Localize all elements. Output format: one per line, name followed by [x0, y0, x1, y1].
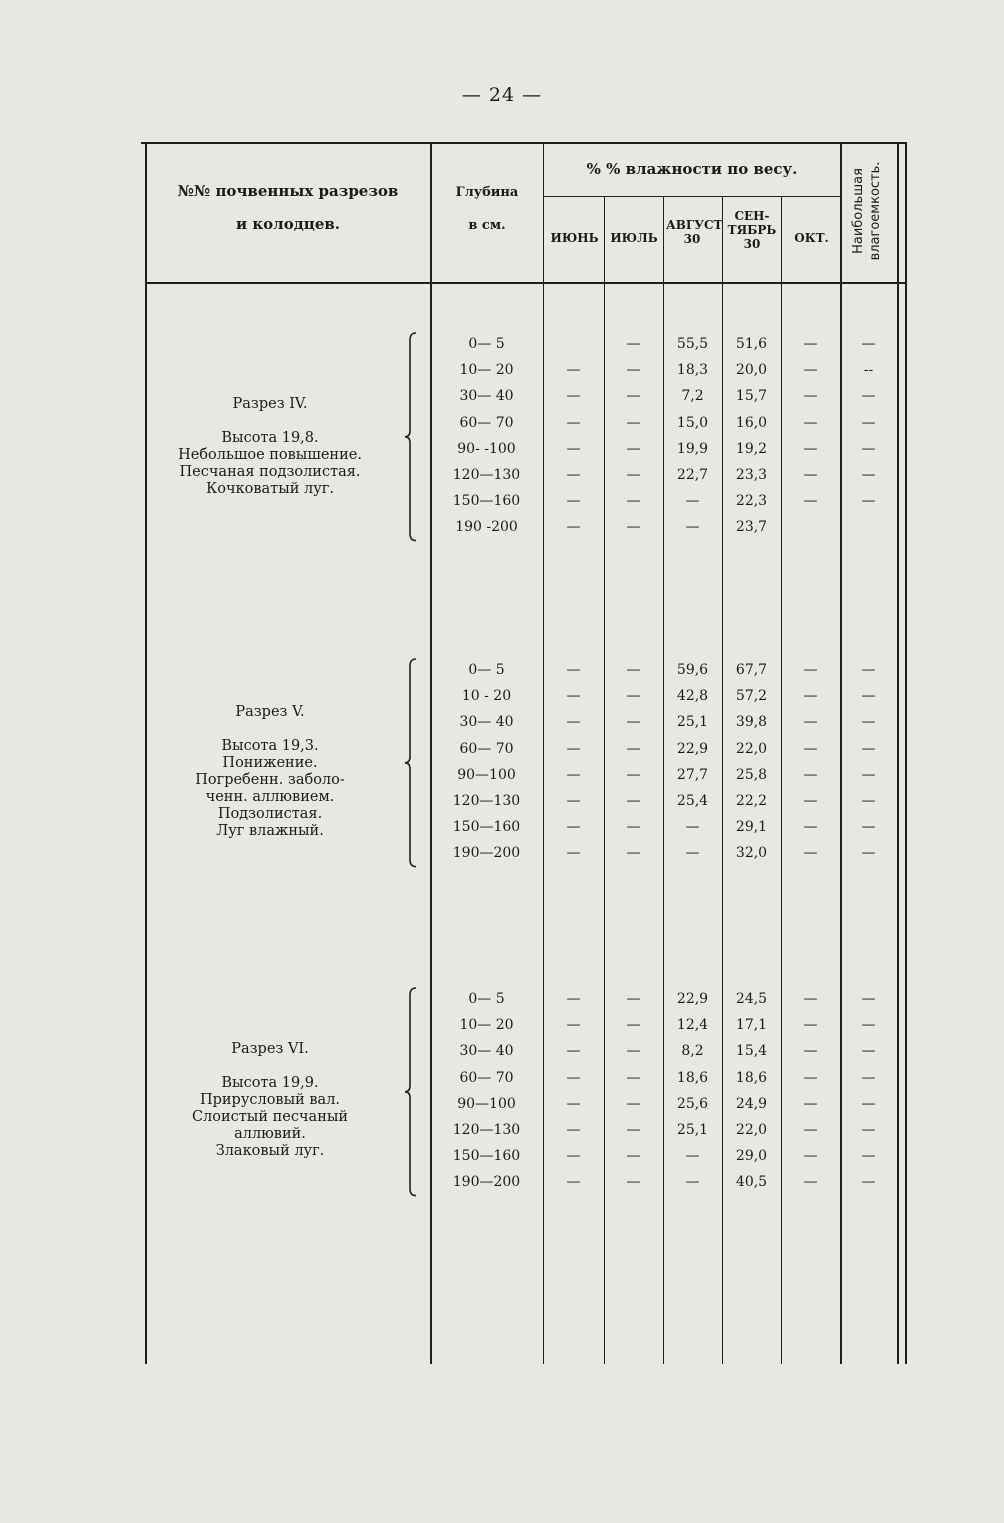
- capacity-cell: —: [861, 662, 876, 678]
- depth-cell: 60— 70: [459, 414, 514, 431]
- july-cell: —: [626, 1069, 641, 1086]
- june-cell: —: [566, 414, 581, 431]
- july-cell: —: [626, 467, 641, 483]
- grouping-brace: [404, 987, 420, 1197]
- capacity-cell: —: [861, 388, 876, 405]
- october-cell: —: [803, 845, 818, 862]
- profile-title: Разрез VI.: [231, 1041, 309, 1057]
- august-cell: 7,2: [681, 388, 704, 405]
- depth-cell: 90—100: [457, 1095, 516, 1112]
- header-moisture-group: % % влажности по весу.: [586, 160, 798, 178]
- capacity-cell: —: [861, 1017, 876, 1034]
- header-month-september: СЕН- ТЯБРЬ 30: [727, 209, 777, 251]
- profile-description-line: Небольшое повышение.: [178, 447, 362, 463]
- header-month-june: ИЮНЬ: [550, 231, 599, 245]
- october-cell: —: [803, 440, 818, 457]
- july-cell: —: [626, 493, 641, 510]
- capacity-cell: —: [861, 688, 876, 705]
- capacity-cell: —: [861, 467, 876, 483]
- june-cell: —: [566, 688, 581, 705]
- header-capacity: [840, 148, 896, 274]
- depth-cell: 10— 20: [459, 1017, 514, 1034]
- september-cell: 67,7: [735, 662, 768, 678]
- september-cell: 22,3: [735, 493, 768, 510]
- august-cell: —: [685, 519, 700, 536]
- june-cell: —: [566, 1043, 581, 1060]
- july-cell: —: [626, 1122, 641, 1138]
- header-depth-line1: Глубина: [455, 185, 519, 200]
- capacity-cell: —: [861, 493, 876, 510]
- profile-description: [150, 396, 390, 498]
- september-cell: 32,0: [735, 845, 768, 862]
- september-cell: 19,2: [735, 440, 768, 457]
- august-cell: 15,0: [676, 414, 709, 431]
- october-cell: —: [803, 1122, 818, 1138]
- september-cell: 24,5: [735, 991, 768, 1007]
- october-cell: —: [803, 1148, 818, 1165]
- june-cell: —: [566, 440, 581, 457]
- profile-description-line: ченн. аллювием.: [205, 789, 335, 805]
- depth-cell: 90—100: [457, 766, 516, 783]
- header-month-october: ОКТ.: [794, 231, 829, 245]
- profile-description-line: Понижение.: [222, 755, 318, 771]
- depth-cell: 0— 5: [468, 662, 505, 678]
- september-cell: 39,8: [735, 714, 768, 731]
- october-cell: —: [803, 414, 818, 431]
- profile-description-line: Погребенн. заболо-: [195, 772, 345, 788]
- header-month-july: ИЮЛЬ: [610, 231, 658, 245]
- august-cell: 25,1: [676, 714, 709, 731]
- depth-cell: 120—130: [452, 793, 521, 809]
- august-cell: 25,6: [676, 1095, 709, 1112]
- october-cell: —: [803, 493, 818, 510]
- profile-description-line: Кочковатый луг.: [206, 481, 334, 497]
- october-cell: —: [803, 740, 818, 757]
- depth-cell: 30— 40: [459, 388, 514, 405]
- header-month-august: АВГУСТ 30: [666, 218, 723, 246]
- september-cell: 24,9: [735, 1095, 768, 1112]
- september-cell: 22,2: [735, 793, 768, 809]
- depth-cell: 190—200: [452, 845, 521, 862]
- october-cell: —: [803, 819, 818, 836]
- profile-description-line: Прирусловый вал.: [199, 1092, 341, 1108]
- june-cell: —: [566, 362, 581, 379]
- june-cell: —: [566, 1069, 581, 1086]
- capacity-cell: —: [861, 740, 876, 757]
- august-cell: —: [685, 1174, 700, 1191]
- depth-cell: 60— 70: [459, 740, 514, 757]
- profile-description-line: Высота 19,9.: [221, 1075, 319, 1091]
- august-cell: 25,1: [676, 1122, 709, 1138]
- header-depth: [432, 186, 542, 234]
- june-cell: —: [566, 819, 581, 836]
- capacity-cell: —: [861, 845, 876, 862]
- july-cell: —: [626, 440, 641, 457]
- september-cell: 23,7: [735, 519, 768, 536]
- july-cell: —: [626, 991, 641, 1007]
- july-cell: —: [626, 819, 641, 836]
- august-cell: 25,4: [676, 793, 709, 809]
- grouping-brace: [404, 658, 420, 868]
- august-cell: 42,8: [676, 688, 709, 705]
- profile-description-line: Подзолистая.: [217, 806, 323, 822]
- july-cell: —: [626, 388, 641, 405]
- october-cell: —: [803, 1095, 818, 1112]
- june-cell: —: [566, 740, 581, 757]
- depth-cell: 10 - 20: [461, 688, 512, 705]
- capacity-cell: —: [861, 991, 876, 1007]
- depth-cell: 0— 5: [468, 336, 505, 352]
- july-cell: —: [626, 519, 641, 536]
- june-cell: —: [566, 1148, 581, 1165]
- september-cell: 25,8: [735, 766, 768, 783]
- depth-cell: 190 -200: [455, 519, 518, 536]
- october-cell: —: [803, 793, 818, 809]
- august-cell: —: [685, 845, 700, 862]
- depth-cell: 120—130: [452, 467, 521, 483]
- august-cell: 19,9: [676, 440, 709, 457]
- june-cell: —: [566, 766, 581, 783]
- depth-cell: 30— 40: [459, 714, 514, 731]
- profile-description: [150, 704, 390, 840]
- june-cell: —: [566, 793, 581, 809]
- july-cell: —: [626, 1148, 641, 1165]
- june-cell: —: [566, 493, 581, 510]
- capacity-cell: —: [861, 819, 876, 836]
- depth-cell: 90- -100: [457, 440, 516, 457]
- july-cell: —: [626, 845, 641, 862]
- june-cell: —: [566, 1174, 581, 1191]
- depth-cell: 150—160: [452, 1148, 521, 1165]
- capacity-cell: —: [861, 414, 876, 431]
- august-cell: 22,9: [676, 991, 709, 1007]
- september-cell: 15,7: [735, 388, 768, 405]
- capacity-cell: —: [861, 1043, 876, 1060]
- september-cell: 16,0: [735, 414, 768, 431]
- capacity-cell: —: [861, 1095, 876, 1112]
- july-cell: —: [626, 688, 641, 705]
- august-cell: 59,6: [676, 662, 709, 678]
- depth-cell: 0— 5: [468, 991, 505, 1007]
- grouping-brace: [404, 332, 420, 542]
- header-profiles-line2: и колодцев.: [235, 215, 341, 234]
- profile-description-line: Песчаная подзолистая.: [179, 464, 361, 480]
- august-cell: 22,7: [676, 467, 709, 483]
- october-cell: —: [803, 714, 818, 731]
- depth-cell: 120—130: [452, 1122, 521, 1138]
- september-cell: 23,3: [735, 467, 768, 483]
- august-cell: 18,6: [676, 1069, 709, 1086]
- capacity-cell: —: [861, 714, 876, 731]
- august-cell: 27,7: [676, 766, 709, 783]
- june-cell: —: [566, 714, 581, 731]
- june-cell: —: [566, 467, 581, 483]
- october-cell: —: [803, 1069, 818, 1086]
- july-cell: —: [626, 1043, 641, 1060]
- october-cell: —: [803, 467, 818, 483]
- october-cell: —: [803, 688, 818, 705]
- july-cell: —: [626, 714, 641, 731]
- june-cell: —: [566, 991, 581, 1007]
- profile-description-line: Высота 19,8.: [221, 430, 319, 446]
- profile-title: Разрез IV.: [232, 396, 308, 412]
- june-cell: —: [566, 1122, 581, 1138]
- october-cell: —: [803, 336, 818, 352]
- august-cell: —: [685, 493, 700, 510]
- july-cell: —: [626, 414, 641, 431]
- september-cell: 57,2: [735, 688, 768, 705]
- july-cell: —: [626, 1017, 641, 1034]
- july-cell: —: [626, 362, 641, 379]
- capacity-cell: —: [861, 1122, 876, 1138]
- depth-cell: 150—160: [452, 493, 521, 510]
- october-cell: —: [803, 1043, 818, 1060]
- august-cell: 8,2: [681, 1043, 704, 1060]
- september-cell: 20,0: [735, 362, 768, 379]
- profile-description-line: Злаковый луг.: [215, 1143, 325, 1159]
- september-cell: 18,6: [735, 1069, 768, 1086]
- header-capacity-line1: Наибольшая: [851, 168, 867, 254]
- september-cell: 51,6: [735, 336, 768, 352]
- october-cell: —: [803, 1174, 818, 1191]
- september-cell: 29,1: [735, 819, 768, 836]
- capacity-cell: —: [861, 1174, 876, 1191]
- july-cell: —: [626, 740, 641, 757]
- september-cell: 15,4: [735, 1043, 768, 1060]
- september-cell: 40,5: [735, 1174, 768, 1191]
- october-cell: —: [803, 766, 818, 783]
- september-cell: 17,1: [735, 1017, 768, 1034]
- august-cell: —: [685, 819, 700, 836]
- header-depth-line2: в см.: [468, 217, 506, 233]
- july-cell: —: [626, 1174, 641, 1191]
- depth-cell: 10— 20: [459, 362, 514, 379]
- october-cell: —: [803, 362, 818, 379]
- august-cell: 55,5: [676, 336, 709, 352]
- august-cell: 12,4: [676, 1017, 709, 1034]
- depth-cell: 150—160: [452, 819, 521, 836]
- august-cell: 22,9: [676, 740, 709, 757]
- june-cell: —: [566, 1095, 581, 1112]
- august-cell: —: [685, 1148, 700, 1165]
- june-cell: —: [566, 662, 581, 678]
- july-cell: —: [626, 1095, 641, 1112]
- profile-description-line: Луг влажный.: [216, 823, 324, 839]
- page-number: — 24 —: [461, 84, 543, 106]
- profile-description-line: Слоистый песчаный: [191, 1109, 349, 1125]
- october-cell: —: [803, 1017, 818, 1034]
- september-cell: 22,0: [735, 740, 768, 757]
- october-cell: —: [803, 662, 818, 678]
- depth-cell: 190—200: [452, 1174, 521, 1191]
- september-cell: 22,0: [735, 1122, 768, 1138]
- depth-cell: 30— 40: [459, 1043, 514, 1060]
- september-cell: 29,0: [735, 1148, 768, 1165]
- capacity-cell: —: [861, 1069, 876, 1086]
- capacity-cell: —: [861, 766, 876, 783]
- capacity-cell: —: [861, 793, 876, 809]
- october-cell: —: [803, 991, 818, 1007]
- capacity-cell: —: [861, 440, 876, 457]
- july-cell: —: [626, 766, 641, 783]
- header-profiles-line1: №№ почвенных разрезов: [177, 182, 399, 200]
- header-profiles: [146, 183, 430, 234]
- profile-description-line: аллювий.: [234, 1126, 306, 1142]
- june-cell: —: [566, 845, 581, 862]
- header-capacity-line2: влагоемкость.: [868, 161, 883, 261]
- august-cell: 18,3: [676, 362, 709, 379]
- october-cell: —: [803, 388, 818, 405]
- june-cell: —: [566, 519, 581, 536]
- profile-title: Разрез V.: [235, 704, 305, 720]
- july-cell: —: [626, 793, 641, 809]
- profile-description: [150, 1041, 390, 1160]
- depth-cell: 60— 70: [459, 1069, 514, 1086]
- profile-description-line: Высота 19,3.: [221, 738, 319, 754]
- july-cell: —: [626, 336, 641, 352]
- july-cell: —: [626, 662, 641, 678]
- capacity-cell: —: [861, 1148, 876, 1165]
- capacity-cell: —: [861, 336, 876, 352]
- june-cell: —: [566, 1017, 581, 1034]
- capacity-cell: --: [863, 362, 874, 379]
- june-cell: —: [566, 388, 581, 405]
